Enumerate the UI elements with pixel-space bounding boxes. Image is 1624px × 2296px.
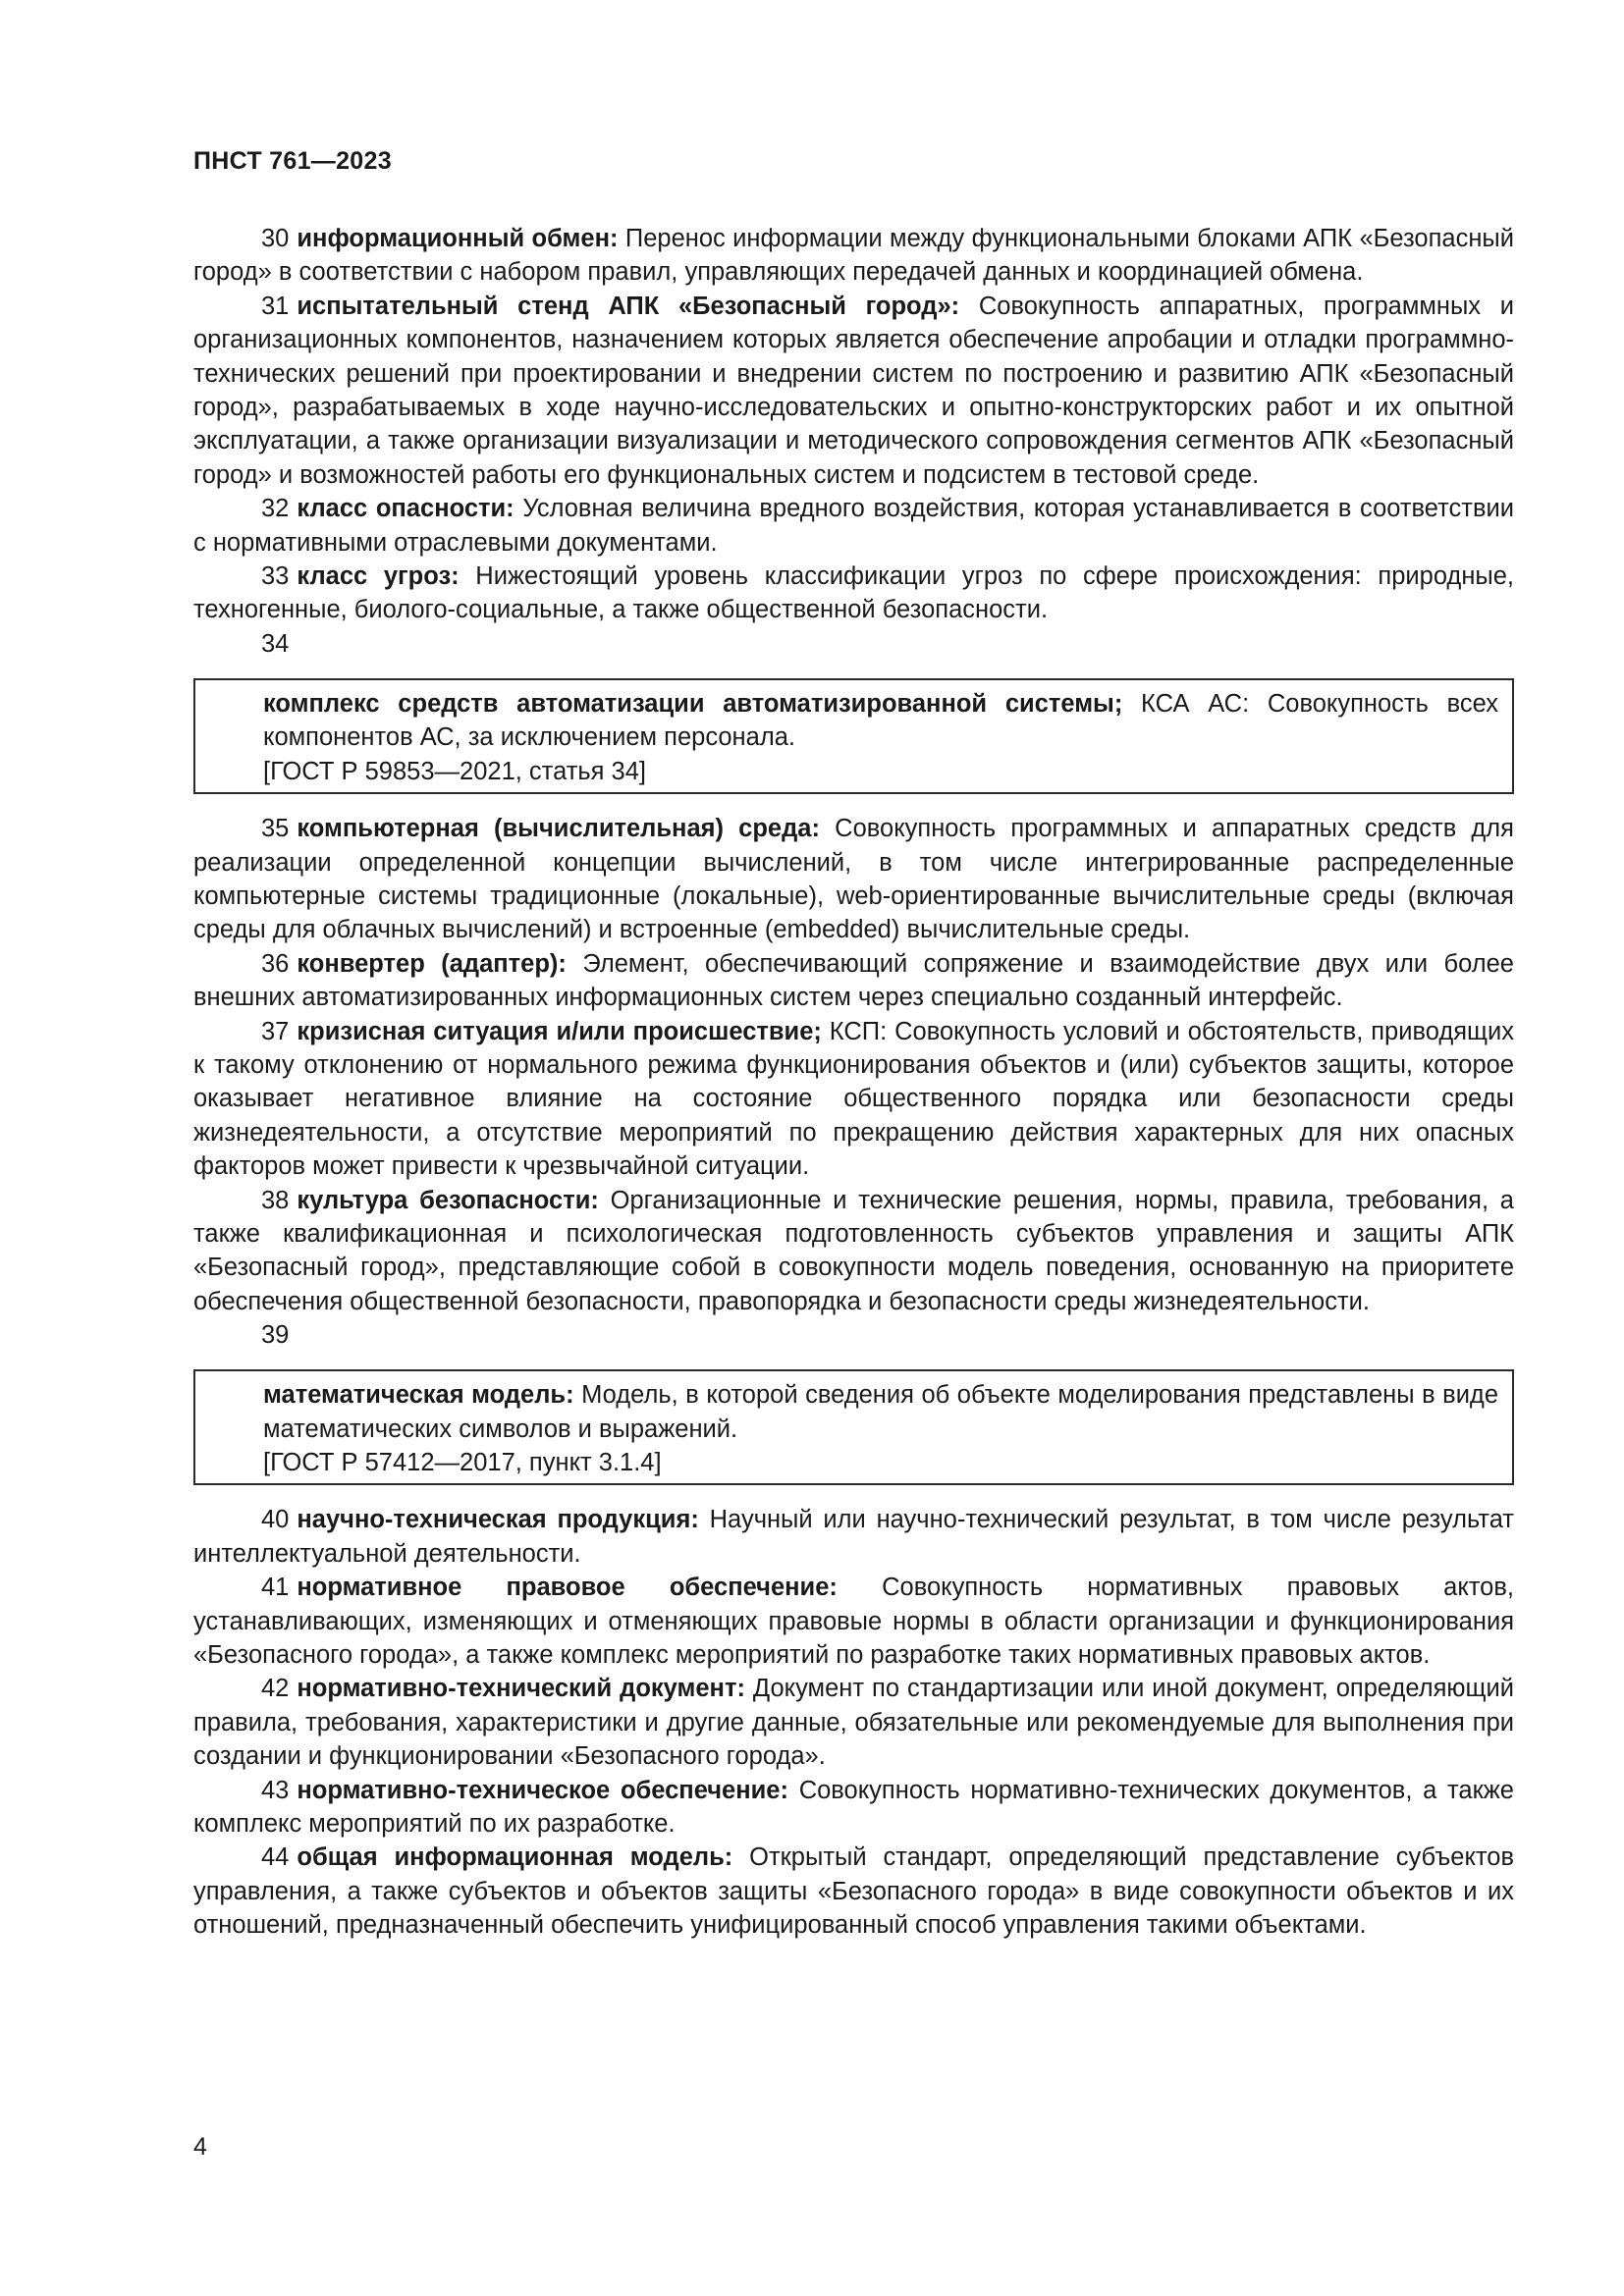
term-entry-35 [193, 812, 1514, 947]
term-entry-36 [193, 947, 1514, 1015]
term-number: 31 [261, 292, 290, 320]
term-number: 32 [261, 495, 290, 523]
term-source: [ГОСТ Р 57412—2017, пункт 3.1.4] [263, 1449, 662, 1476]
term-definition: Совокупность программных и аппаратных средств для реализации определенной концепции вычислений, в том числе интегрированные распределенные компьютерные системы традиционные (локальные), web-ориентированные вычислительные среды (включая среды для облачных вычислений) и встроенные (embedded) вычислительные среды. [193, 815, 1514, 944]
term-number: 44 [261, 1843, 290, 1872]
term-entry-44 [193, 1841, 1514, 1942]
term-definition: Научный или научно-технический результат, в том числе результат интеллектуальной деятельности. [193, 1506, 1514, 1568]
term-entry-30 [193, 222, 1514, 290]
cited-term-box-34 [193, 678, 1514, 794]
term-entry-31 [193, 290, 1514, 492]
term-name: информационный обмен: [297, 225, 619, 252]
term-name: комплекс средств автоматизации автоматизированной системы; [263, 689, 1123, 718]
term-name: нормативное правовое обеспечение: [297, 1574, 838, 1602]
term-name: научно-техническая продукция: [297, 1506, 699, 1534]
term-definition: Перенос информации между функциональными блоками АПК «Безопасный город» в соответствии с набором правил, управляющих передачей данных и координацией обмена. [193, 225, 1515, 287]
term-number: 35 [261, 815, 290, 843]
term-number: 33 [261, 562, 290, 591]
term-name: класс угроз: [297, 562, 460, 591]
term-entry-37 [193, 1015, 1514, 1184]
document-header: ПНСТ 761—2023 [193, 147, 392, 175]
term-entry-33 [193, 560, 1514, 627]
term-number: 36 [261, 949, 290, 978]
term-definition: КСП: Совокупность условий и обстоятельств, приводящих к такому отклонению от нормального режима функционирования объектов и (или) субъектов защиты, которое оказывает негативное влияние на состояние общественного порядка или безопасности среды жизнедеятельности, а отсутствие мероприятий по прекращению действия характерных для них опасных факторов может привести к чрезвычайной ситуации. [193, 1017, 1514, 1181]
term-definition: Совокупность нормативных правовых актов, устанавливающих, изменяющих и отменяющих правовые нормы в области организации и функционирования «Безопасного города», а также комплекс мероприятий по разработке таких нормативных правовых актов. [193, 1574, 1514, 1670]
term-entry-42 [193, 1672, 1514, 1773]
term-name: общая информационная модель: [297, 1843, 733, 1872]
term-name: кризисная ситуация и/или происшествие; [297, 1017, 822, 1045]
term-number-34: 34 [261, 629, 290, 658]
term-definition: Совокупность нормативно-технических документов, а также комплекс мероприятий по их разработке. [193, 1776, 1514, 1839]
term-number: 37 [261, 1017, 290, 1045]
term-name: нормативно-техническое обеспечение: [297, 1776, 788, 1804]
term-number: 30 [261, 225, 290, 252]
term-number: 42 [261, 1675, 290, 1703]
term-number: 43 [261, 1776, 290, 1804]
term-entry-41 [193, 1571, 1514, 1672]
cited-term-39 [263, 1378, 1498, 1446]
term-name: нормативно-технический документ: [297, 1675, 745, 1703]
document-body [193, 222, 1514, 1943]
term-source: [ГОСТ Р 59853—2021, статья 34] [263, 757, 646, 785]
term-number: 41 [261, 1574, 290, 1602]
term-definition: Модель, в которой сведения об объекте моделирования представлены в виде математических символов и выражений. [263, 1381, 1498, 1443]
term-name: класс опасности: [297, 495, 514, 523]
term-number: 38 [261, 1186, 290, 1214]
term-definition: Нижестоящий уровень классификации угроз по сфере происхождения: природные, техногенные, биолого-социальные, а также общественной безопасности. [193, 562, 1514, 624]
term-entry-40 [193, 1503, 1514, 1571]
term-entry-43 [193, 1774, 1514, 1842]
term-definition: Документ по стандартизации или иной документ, определяющий правила, требования, характеристики и другие данные, обязательные или рекомендуемые для выполнения при создании и функционировании «Безопасного города». [193, 1675, 1514, 1771]
page-number: 4 [193, 2133, 207, 2161]
term-definition: Совокупность аппаратных, программных и организационных компонентов, назначением которых является обеспечение апробации и отладки программно-технических решений при проектировании и внедрении систем по построению и развитию АПК «Безопасный город», разрабатываемых в ходе научно-исследовательских и опытно-конструкторских работ и их опытной эксплуатации, а также организации визуализации и методического сопровождения сегментов АПК «Безопасный город» и возможностей работы его функциональных систем и подсистем в тестовой среде. [193, 292, 1515, 489]
term-name: культура безопасности: [297, 1186, 599, 1214]
term-name: конвертер (адаптер): [297, 949, 567, 978]
cited-term-box-39 [193, 1369, 1514, 1485]
term-definition: Элемент, обеспечивающий сопряжение и взаимодействие двух или более внешних автоматизированных информационных систем через специально созданный интерфейс. [193, 949, 1514, 1012]
term-name: испытательный стенд АПК «Безопасный город»: [297, 292, 960, 320]
term-definition: Организационные и технические решения, нормы, правила, требования, а также квалификационная и психологическая подготовленность субъектов управления и защиты АПК «Безопасный город», представляющие собой в совокупности модель поведения, основанную на приоритете обеспечения общественной безопасности, правопорядка и безопасности среды жизнедеятельности. [193, 1186, 1514, 1315]
term-entry-38 [193, 1184, 1514, 1319]
term-entry-32 [193, 492, 1514, 560]
term-definition: КСА АС: Совокупность всех компонентов АС, за исключением персонала. [263, 689, 1498, 752]
cited-term-34 [263, 687, 1498, 755]
term-name: математическая модель: [263, 1381, 574, 1410]
term-definition: Открытый стандарт, определяющий представление субъектов управления, а также субъектов и объектов защиты «Безопасного города» в виде совокупности объектов и их отношений, предназначенный обеспечить унифицированный способ управления такими объектами. [193, 1843, 1515, 1940]
term-number: 40 [261, 1506, 290, 1534]
term-definition: Условная величина вредного воздействия, которая устанавливается в соответствии с нормативными отраслевыми документами. [193, 495, 1515, 557]
term-name: компьютерная (вычислительная) среда: [297, 815, 820, 843]
term-number-39: 39 [261, 1321, 290, 1350]
